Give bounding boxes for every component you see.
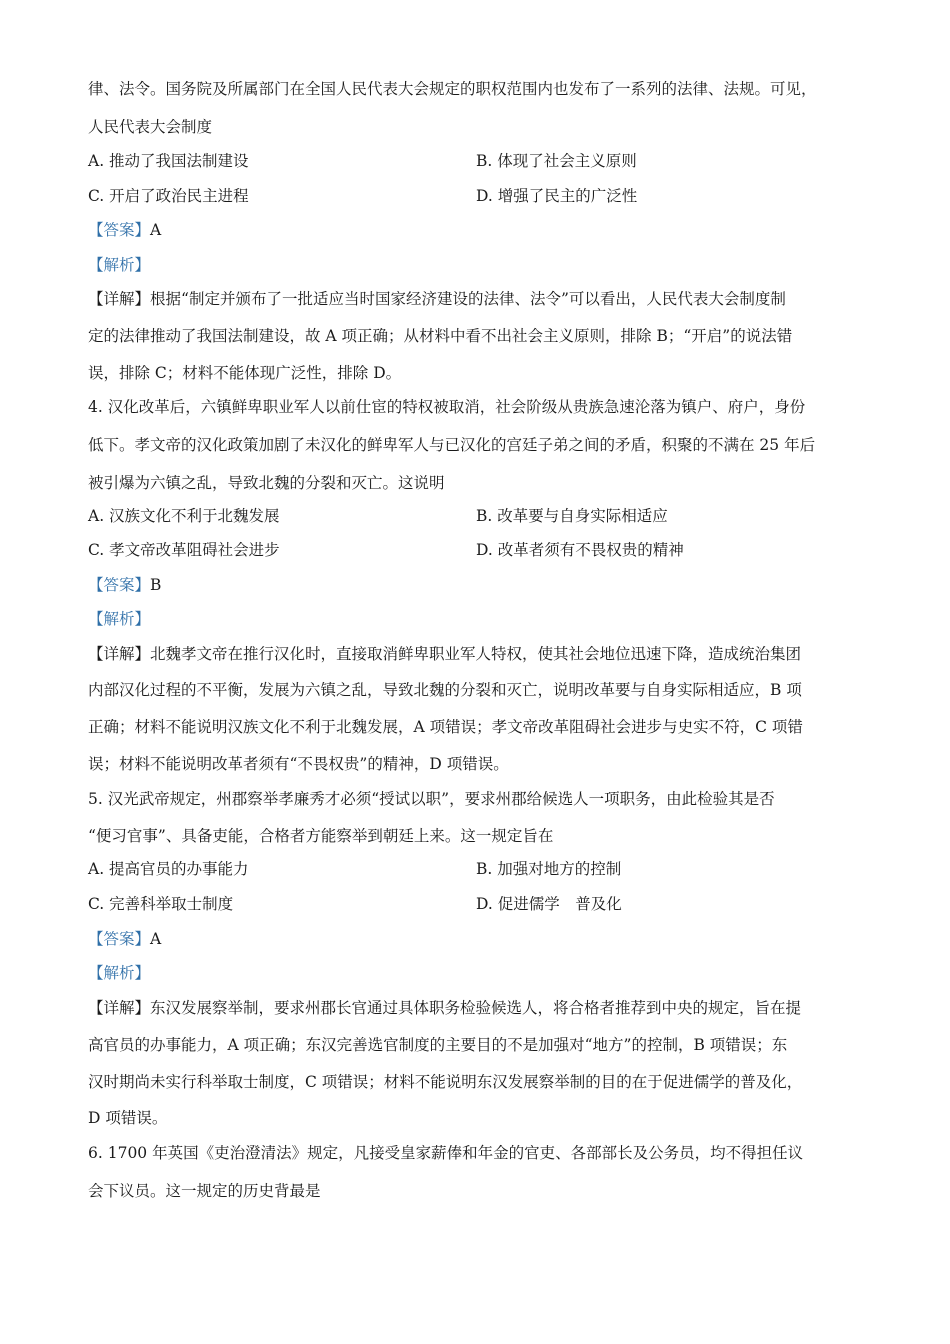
- q4-detail-line-2: 内部汉化过程的不平衡，发展为六镇之乱，导致北魏的分裂和灭亡，说明改革要与自身实际相适应，B 项: [88, 681, 802, 699]
- q3-stem-line-1: 律、法令。国务院及所属部门在全国人民代表大会规定的职权范围内也发布了一系列的法律、法规。可见，: [88, 80, 817, 98]
- q3-analysis-tag: 【解析】: [88, 256, 151, 274]
- q4-stem-line-3: 被引爆为六镇之乱，导致北魏的分裂和灭亡。这说明: [88, 474, 445, 492]
- q3-option-b: B. 体现了社会主义原则: [476, 152, 637, 170]
- q5-stem-line-2: “便习官事”、具备吏能，合格者方能察举到朝廷上来。这一规定旨在: [88, 827, 554, 845]
- q5-option-d: D. 促进儒学 普及化: [476, 895, 622, 913]
- q5-stem-line-1: 5. 汉光武帝规定，州郡察举孝廉秀才必须“授试以职”，要求州郡给候选人一项职务，由此检验其是否: [88, 790, 775, 808]
- q3-option-a: A. 推动了我国法制建设: [88, 152, 249, 170]
- q5-answer-value: A: [150, 930, 162, 948]
- q5-options-row-1: [88, 858, 878, 880]
- q4-detail-line-1: [88, 643, 878, 665]
- q5-analysis: [88, 962, 878, 984]
- q3-options-row-2: [88, 185, 878, 207]
- q3-answer-value: A: [150, 221, 162, 239]
- q4-option-c: C. 孝文帝改革阻碍社会进步: [88, 541, 280, 559]
- q4-answer-value: B: [150, 576, 162, 594]
- q4-stem-line-2: 低下。孝文帝的汉化政策加剧了未汉化的鲜卑军人与已汉化的宫廷子弟之间的矛盾，积聚的不满在 25 年后: [88, 436, 816, 454]
- q3-detail-line-1: [88, 288, 878, 310]
- q4-options-row-2: [88, 539, 878, 561]
- q5-detail-tag: 【详解】: [88, 999, 151, 1017]
- q4-answer-tag: 【答案】: [88, 576, 151, 594]
- q4-detail-line-4: 误；材料不能说明改革者须有“不畏权贵”的精神，D 项错误。: [88, 755, 509, 773]
- q4-detail-tag: 【详解】: [88, 645, 151, 663]
- q4-options-row-1: [88, 505, 878, 527]
- q4-option-d: D. 改革者须有不畏权贵的精神: [476, 541, 684, 559]
- q3-option-d: D. 增强了民主的广泛性: [476, 187, 638, 205]
- q4-detail-text-1: 北魏孝文帝在推行汉化时，直接取消鲜卑职业军人特权，使其社会地位迅速下降，造成统治集团: [150, 645, 802, 663]
- q3-analysis: [88, 254, 878, 276]
- q5-detail-text-1: 东汉发展察举制，要求州郡长官通过具体职务检验候选人，将合格者推荐到中央的规定，旨在提: [150, 999, 802, 1017]
- q3-detail-line-3: 误，排除 C；材料不能体现广泛性，排除 D。: [88, 364, 402, 382]
- q4-answer: [88, 574, 878, 596]
- q4-option-b: B. 改革要与自身实际相适应: [476, 507, 668, 525]
- q5-answer: [88, 928, 878, 950]
- q5-analysis-tag: 【解析】: [88, 964, 151, 982]
- q3-detail-text-1: 根据“制定并颁布了一批适应当时国家经济建设的法律、法令”可以看出，人民代表大会制度制: [150, 290, 786, 308]
- q3-answer: [88, 219, 878, 241]
- q5-option-b: B. 加强对地方的控制: [476, 860, 622, 878]
- q5-detail-line-1: [88, 997, 878, 1019]
- q4-analysis-tag: 【解析】: [88, 610, 151, 628]
- q5-option-a: A. 提高官员的办事能力: [88, 860, 249, 878]
- q3-option-c: C. 开启了政治民主进程: [88, 187, 249, 205]
- q4-analysis: [88, 608, 878, 630]
- q3-detail-line-2: 定的法律推动了我国法制建设，故 A 项正确；从材料中看不出社会主义原则，排除 B；“开启”的说法错: [88, 327, 793, 345]
- q5-detail-line-3: 汉时期尚未实行科举取士制度，C 项错误；材料不能说明东汉发展察举制的目的在于促进儒学的普及化，: [88, 1073, 803, 1091]
- q3-options-row-1: [88, 150, 878, 172]
- q5-detail-line-4: D 项错误。: [88, 1109, 168, 1127]
- q6-stem-line-1: 6. 1700 年英国《吏治澄清法》规定，凡接受皇家薪俸和年金的官吏、各部部长及公务员，均不得担任议: [88, 1144, 804, 1162]
- q4-detail-line-3: 正确；材料不能说明汉族文化不利于北魏发展，A 项错误；孝文帝改革阻碍社会进步与史实不符，C 项错: [88, 718, 803, 736]
- q6-stem-line-2: 会下议员。这一规定的历史背最是: [88, 1182, 321, 1200]
- q5-answer-tag: 【答案】: [88, 930, 151, 948]
- q4-option-a: A. 汉族文化不利于北魏发展: [88, 507, 280, 525]
- q4-stem-line-1: 4. 汉化改革后，六镇鲜卑职业军人以前仕宦的特权被取消，社会阶级从贵族急速沦落为镇户、府户，身份: [88, 398, 806, 416]
- q5-options-row-2: [88, 893, 878, 915]
- q3-stem-line-2: 人民代表大会制度: [88, 118, 213, 136]
- q3-detail-tag: 【详解】: [88, 290, 151, 308]
- q3-answer-tag: 【答案】: [88, 221, 151, 239]
- q5-option-c: C. 完善科举取士制度: [88, 895, 234, 913]
- q5-detail-line-2: 高官员的办事能力，A 项正确；东汉完善选官制度的主要目的不是加强对“地方”的控制，B 项错误；东: [88, 1036, 788, 1054]
